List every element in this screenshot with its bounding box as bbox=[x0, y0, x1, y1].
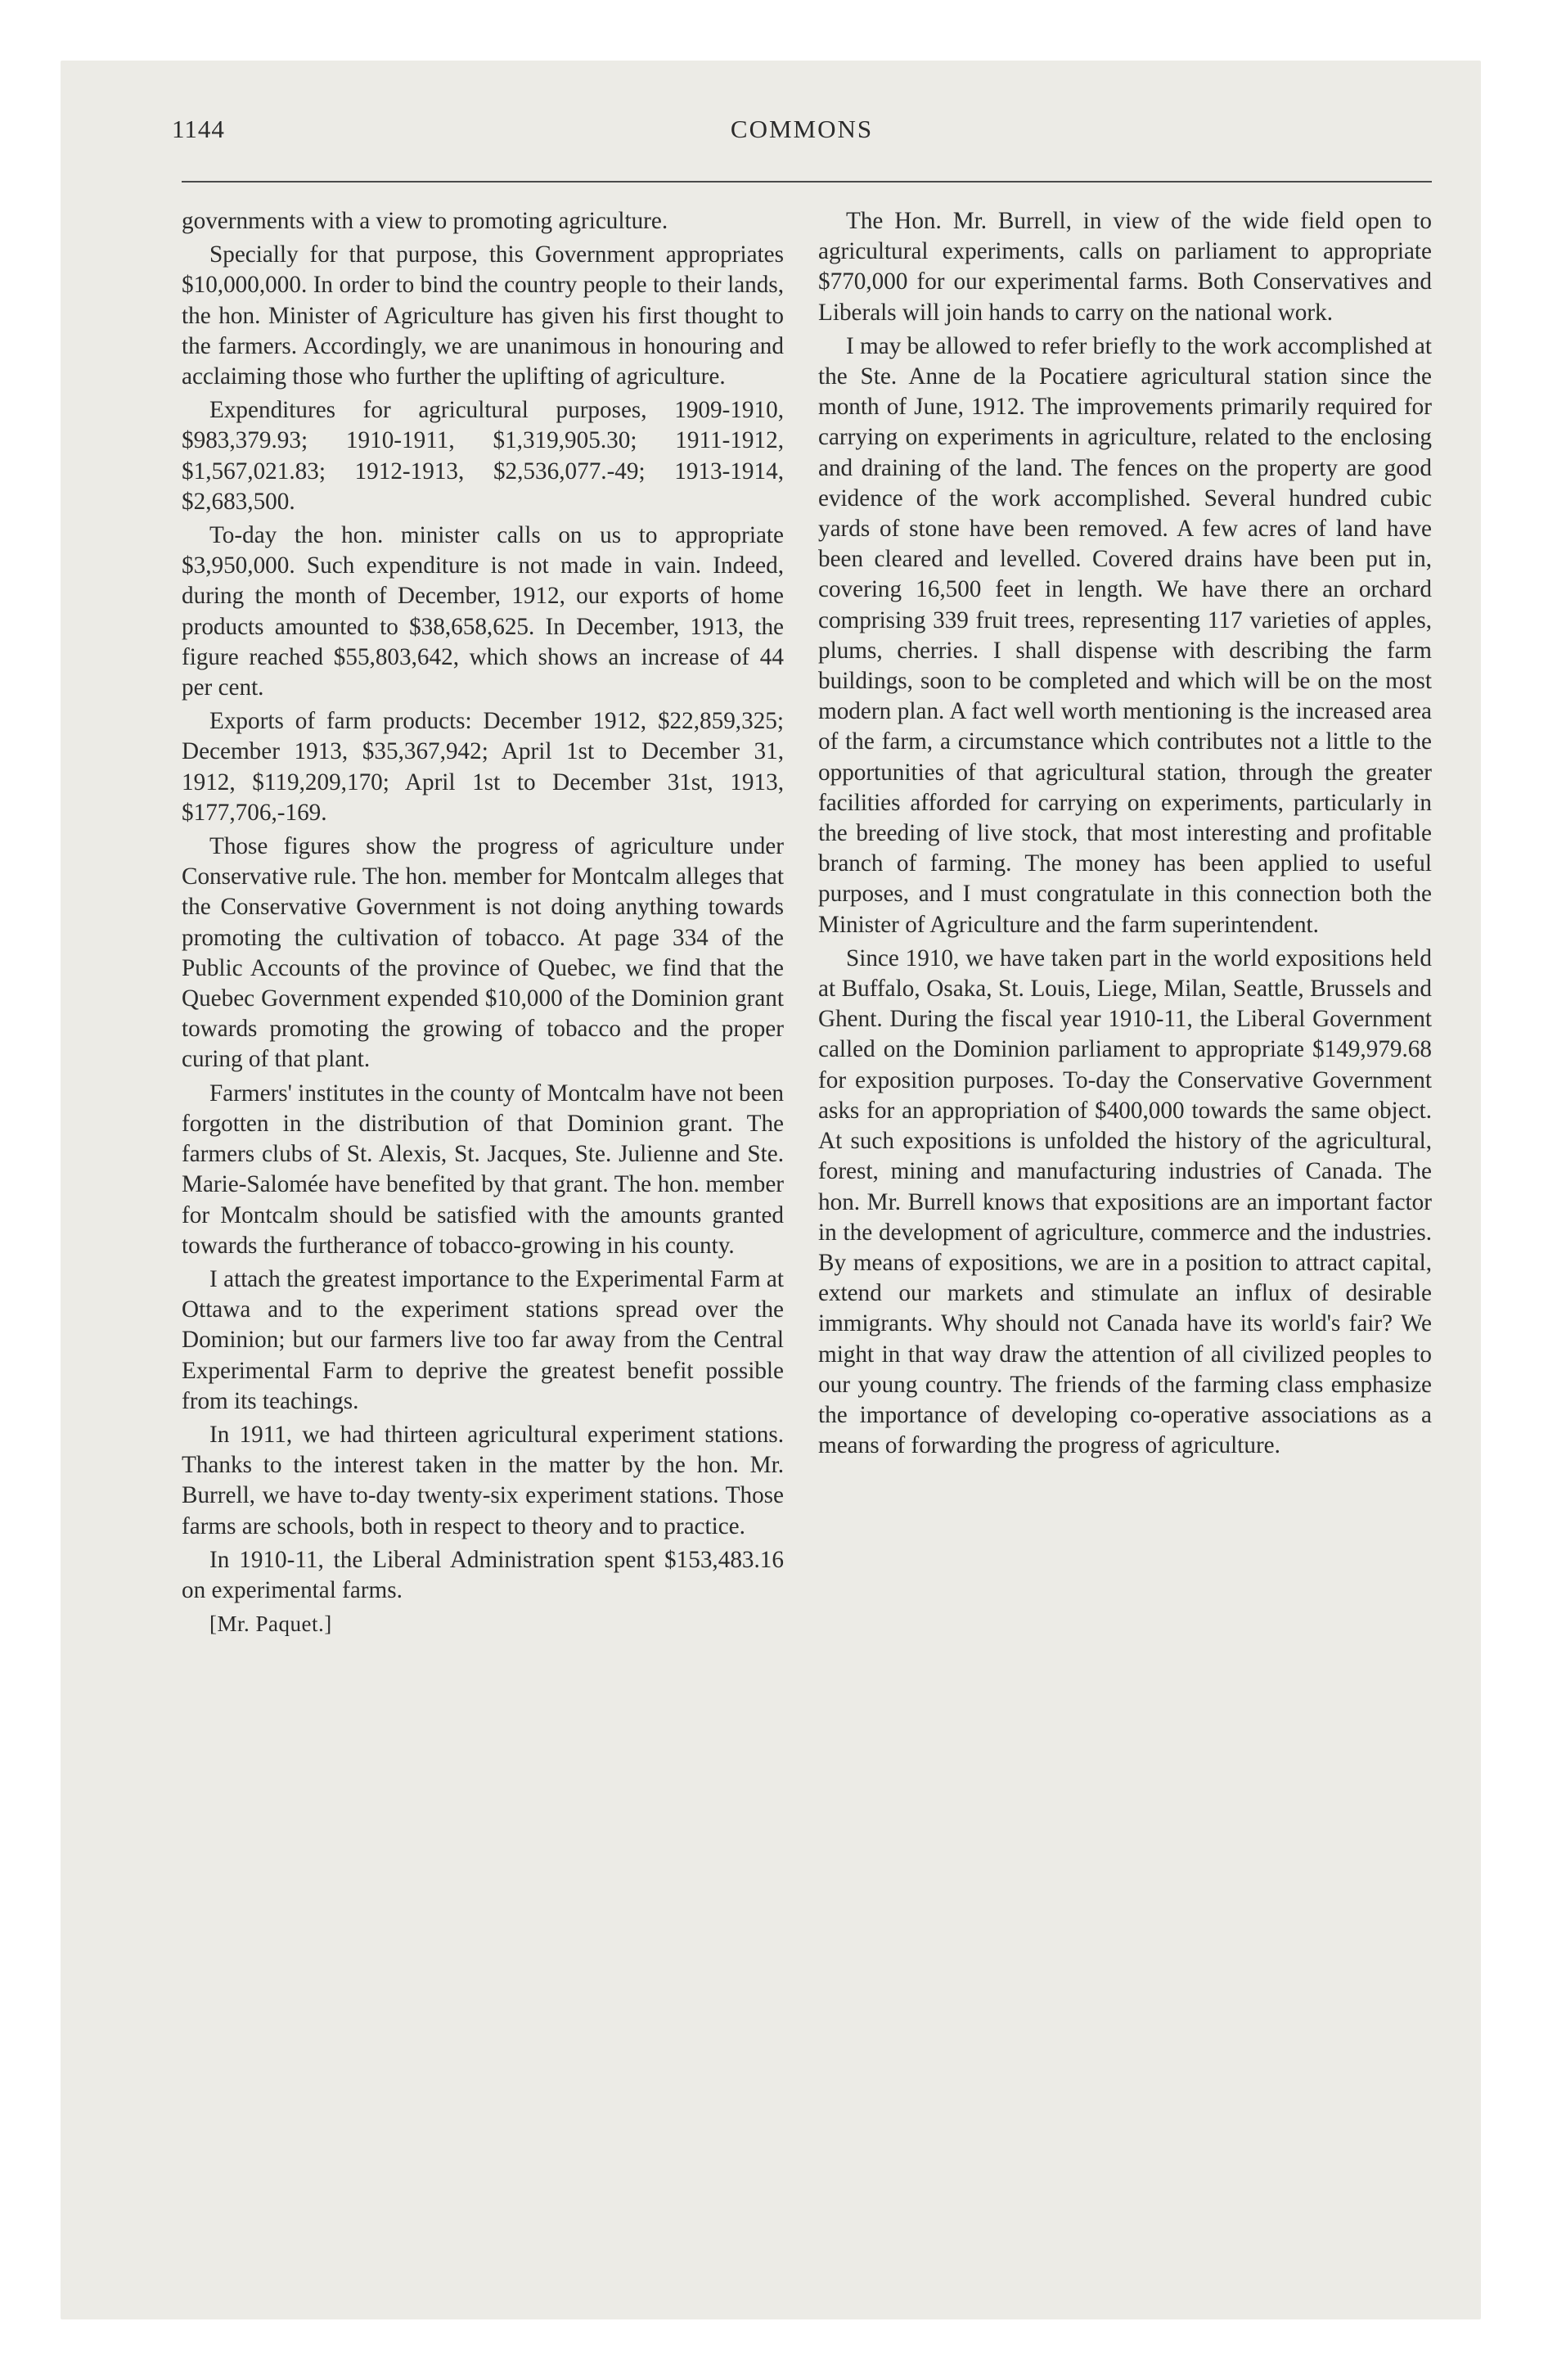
paragraph: Those figures show the progress of agriculture under Conservative rule. The hon. member for Montcalm alleges that the Conservative Government is not doing anything towards promoting the cultivation of tobacco. At page 334 of the Public Accounts of the province of Quebec, we find that the Quebec Government expended $10,000 of the Dominion grant towards promoting the growing of tobacco and the proper curing of that plant. bbox=[182, 833, 784, 1073]
paragraph: Farmers' institutes in the county of Montcalm have not been forgotten in the distribution of that Dominion grant. The farmers clubs of St. Alexis, St. Jacques, Ste. Julienne and Ste. Marie-Salomée have benefited by that grant. The hon. member for Montcalm should be satisfied with the amounts granted towards the furtherance of tobacco-growing in his county. bbox=[182, 1080, 784, 1259]
paragraph: I attach the greatest importance to the Experimental Farm at Ottawa and to the experiment stations spread over the Dominion; but our farmers live too far away from the Central Experimental Farm to deprive the greatest benefit possible from its teachings. bbox=[182, 1265, 784, 1414]
paragraph: To-day the hon. minister calls on us to appropriate $3,950,000. Such expenditure is not made in vain. Indeed, during the month of December, 1912, our exports of home products amounted to $38,658,625. In December, 1913, the figure reached $55,803,642, which shows an increase of 44 per cent. bbox=[182, 522, 784, 701]
paragraph: governments with a view to promoting agriculture. bbox=[182, 208, 668, 234]
left-column bbox=[182, 206, 784, 1639]
paragraph: Since 1910, we have taken part in the world expositions held at Buffalo, Osaka, St. Louis, Liege, Milan, Seattle, Brussels and Ghent. During the fiscal year 1910-11, the Liberal Government called on the Dominion parliament to appropriate $149,979.68 for exposition purposes. To-day the Conservative Government asks for an appropriation of $400,000 towards the same object. At such expositions is unfolded the history of the agricultural, forest, mining and manufacturing industries of Canada. The hon. Mr. Burrell knows that expositions are an important factor in the development of agriculture, commerce and the industries. By means of expositions, we are in a position to attract capital, extend our markets and stimulate an influx of desirable immigrants. Why should not Canada have its world's fair? We might in that way draw the attention of all civilized peoples to our young country. The friends of the farming class emphasize the importance of developing co-operative associations as a means of forwarding the progress of agriculture. bbox=[818, 944, 1432, 1459]
speaker-tag: [Mr. Paquet.] bbox=[209, 1611, 332, 1637]
header-rule bbox=[182, 181, 1432, 183]
page-header bbox=[172, 115, 1432, 156]
hansard-page bbox=[106, 0, 1432, 2380]
paragraph: In 1910-11, the Liberal Administration spent $153,483.16 on experimental farms. bbox=[182, 1546, 784, 1603]
page-number: 1144 bbox=[172, 115, 225, 143]
paragraph: Expenditures for agricultural purposes, 1909-1910, $983,379.93; 1910-1911, $1,319,905.30; 1911-1912, $1,567,021.83; 1912-1913, $2,536,077.-49; 1913-1914, $2,683,500. bbox=[182, 397, 784, 515]
paragraph: I may be allowed to refer briefly to the work accomplished at the Ste. Anne de la Pocatiere agricultural station since the month of June, 1912. The improvements primarily required for carrying on experiments in agriculture, related to the enclosing and draining of the land. The fences on the property are good evidence of the work accomplished. Several hundred cubic yards of stone have been removed. A few acres of land have been cleared and levelled. Covered drains have been put in, covering 16,500 feet in length. We have there an orchard comprising 339 fruit trees, representing 117 varieties of apples, plums, cherries. I shall dispense with describing the farm buildings, soon to be completed and which will be on the most modern plan. A fact well worth mentioning is the increased area of the farm, a circumstance which contributes not a little to the opportunities of that agricultural station, through the greater facilities afforded for carrying on experiments, particularly in the breeding of live stock, that most interesting and profitable branch of farming. The money has been applied to useful purposes, and I must congratulate in this connection both the Minister of Agriculture and the farm superintendent. bbox=[818, 332, 1432, 938]
running-title: COMMONS bbox=[730, 115, 874, 143]
paragraph: Specially for that purpose, this Government appropriates $10,000,000. In order to bind the country people to their lands, the hon. Minister of Agriculture has given his first thought to the farmers. Accordingly, we are unanimous in honouring and acclaiming those who further the uplifting of agriculture. bbox=[182, 241, 784, 390]
paragraph: Exports of farm products: December 1912, $22,859,325; December 1913, $35,367,942; April 1st to December 31, 1912, $119,209,170; April 1st to December 31st, 1913, $177,706,-169. bbox=[182, 708, 784, 826]
right-column bbox=[818, 206, 1432, 1461]
paragraph: The Hon. Mr. Burrell, in view of the wide field open to agricultural experiments, calls on parliament to appropriate $770,000 for our experimental farms. Both Conservatives and Liberals will join hands to carry on the national work. bbox=[818, 208, 1432, 326]
paragraph: In 1911, we had thirteen agricultural experiment stations. Thanks to the interest taken in the matter by the hon. Mr. Burrell, we have to-day twenty-six experiment stations. Those farms are schools, both in respect to theory and to practice. bbox=[182, 1421, 784, 1539]
